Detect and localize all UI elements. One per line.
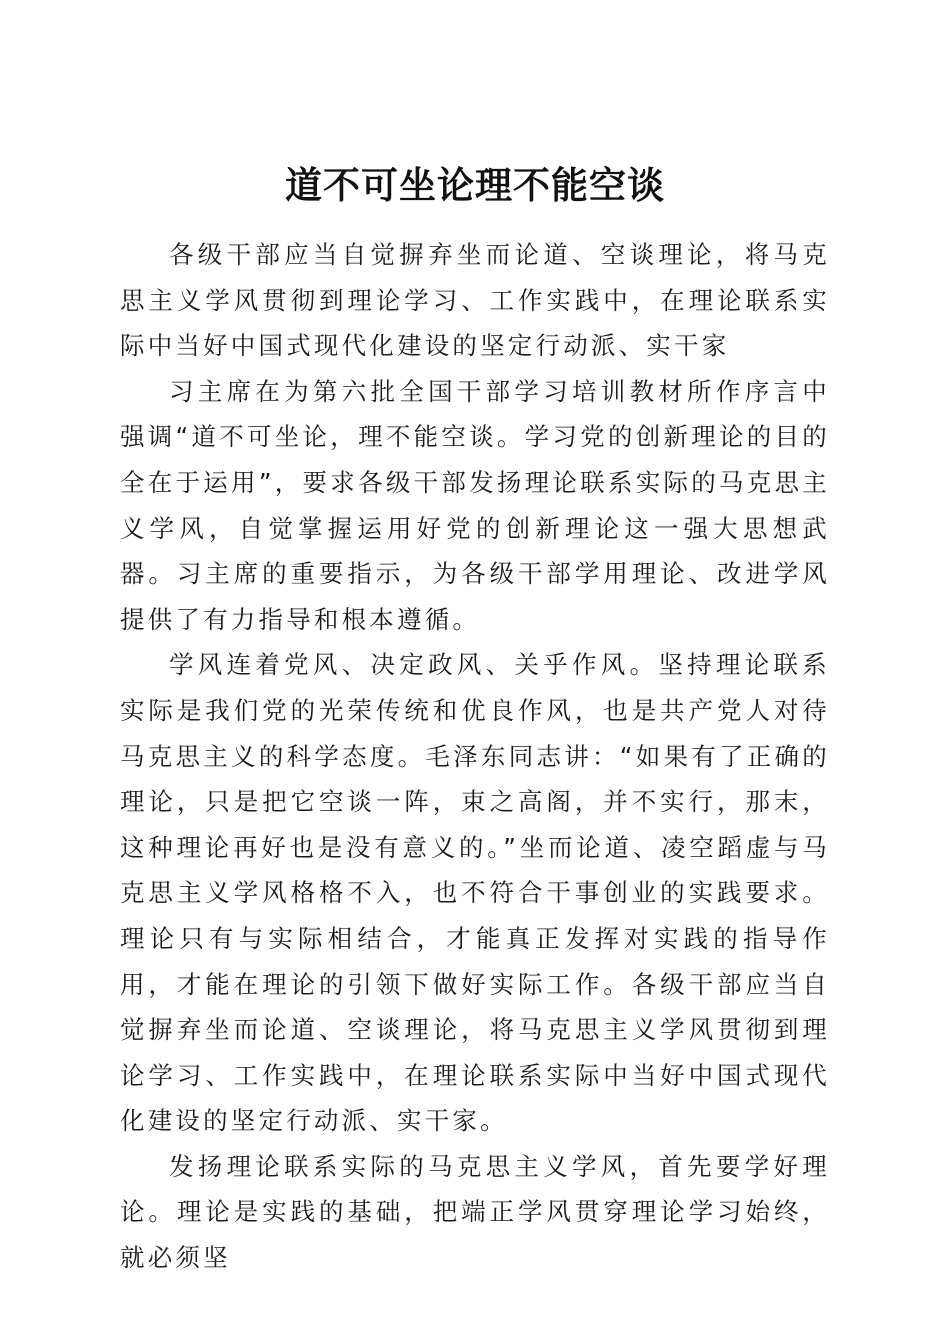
paragraph-1: 各级干部应当自觉摒弃坐而论道、空谈理论，将马克思主义学风贯彻到理论学习、工作实践中，在理论联系实际中当好中国式现代化建设的坚定行动派、实干家 <box>120 240 830 361</box>
document-body <box>120 232 830 1281</box>
paragraph-2: 习主席在为第六批全国干部学习培训教材所作序言中强调“道不可坐论，理不能空谈。学习党的创新理论的目的全在于运用”，要求各级干部发扬理论联系实际的马克思主义学风，自觉掌握运用好党的创新理论这一强大思想武器。习主席的重要指示，为各级干部学用理论、改进学风提供了有力指导和根本遵循。 <box>120 376 830 634</box>
document-title: 道不可坐论理不能空谈 <box>285 162 665 207</box>
paragraph-4: 发扬理论联系实际的马克思主义学风，首先要学好理论。理论是实践的基础，把端正学风贯穿理论学习始终，就必须坚 <box>120 1151 830 1273</box>
paragraph-3: 学风连着党风、决定政风、关乎作风。坚持理论联系实际是我们党的光荣传统和优良作风，也是共产党人对待马克思主义的科学态度。毛泽东同志讲：“如果有了正确的理论，只是把它空谈一阵，束之高阁，并不实行，那末，这种理论再好也是没有意义的。”坐而论道、凌空蹈虚与马克思主义学风格格不入，也不符合干事创业的实践要求。理论只有与实际相结合，才能真正发挥对实践的指导作用，才能在理论的引领下做好实际工作。各级干部应当自觉摒弃坐而论道、空谈理论，将马克思主义学风贯彻到理论学习、工作实践中，在理论联系实际中当好中国式现代化建设的坚定行动派、实干家。 <box>120 650 830 1136</box>
